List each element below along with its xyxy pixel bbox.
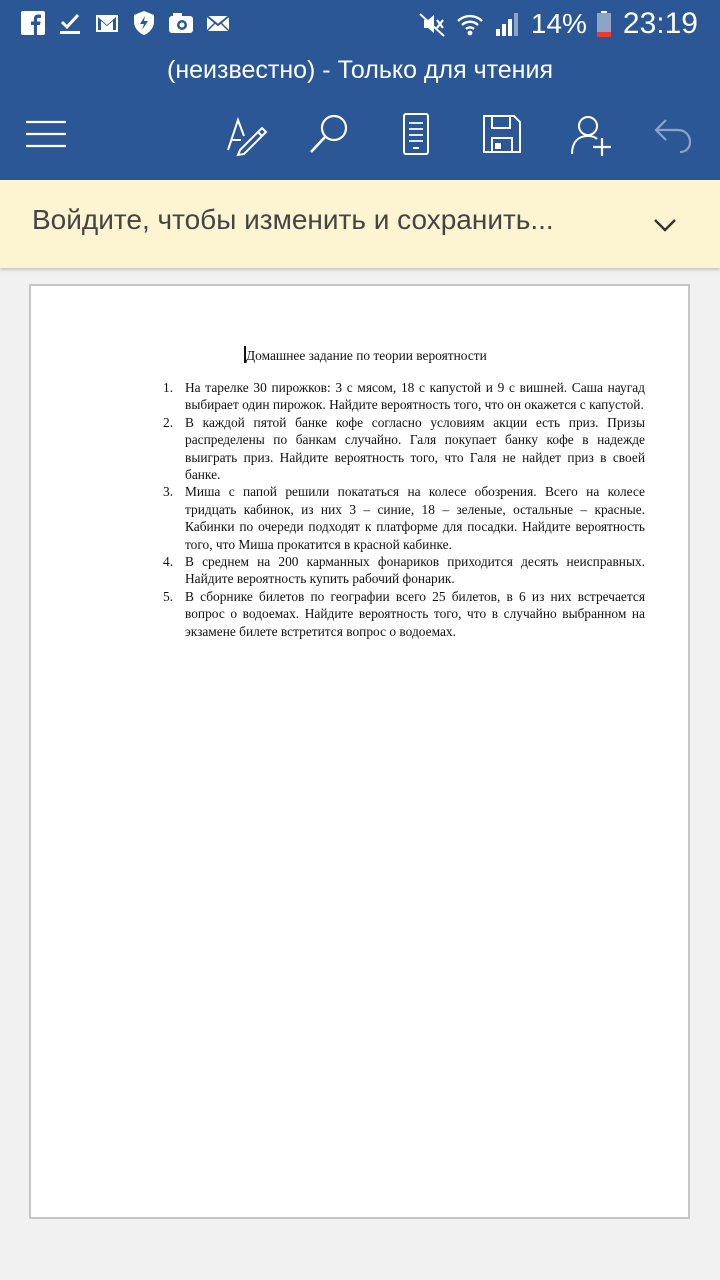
search-icon xyxy=(306,110,354,158)
chevron-down-icon[interactable] xyxy=(650,210,680,240)
sign-in-banner[interactable] xyxy=(0,180,720,268)
gmail-icon xyxy=(94,10,120,36)
mobile-view-button[interactable] xyxy=(392,110,440,158)
item-text: На тарелке 30 пирожков: 3 с мясом, 18 с капустой и 9 с вишней. Саша наугад выбирает один пирожок. Найдите вероятность того, что он окажется с капустой. xyxy=(185,380,645,413)
clock: 23:19 xyxy=(622,7,698,40)
mobile-view-icon xyxy=(392,110,440,158)
item-number: 4. xyxy=(163,554,174,570)
check-download-icon xyxy=(57,10,83,36)
shield-bolt-icon xyxy=(131,10,157,36)
camera-email-icon xyxy=(168,10,194,36)
list-item xyxy=(159,379,645,414)
wifi-icon xyxy=(455,10,485,38)
item-number: 2. xyxy=(163,414,174,430)
task-list xyxy=(159,379,645,640)
list-item xyxy=(159,483,645,553)
document-title: (неизвестно) - Только для чтения xyxy=(167,56,553,84)
status-bar xyxy=(0,0,720,48)
list-item xyxy=(159,414,645,484)
mute-icon xyxy=(417,10,447,38)
facebook-icon xyxy=(20,10,46,36)
undo-icon xyxy=(652,110,700,158)
system-status xyxy=(417,6,698,42)
share-person-icon xyxy=(566,110,614,158)
document-heading: Домашнее задание по теории вероятности xyxy=(246,348,487,363)
battery-percent: 14% xyxy=(530,8,587,39)
document-page[interactable] xyxy=(29,284,690,1219)
menu-icon xyxy=(22,110,70,158)
sign-in-message: Войдите, чтобы изменить и сохранить... xyxy=(32,204,554,235)
signal-icon xyxy=(493,10,523,38)
mail-icon xyxy=(205,10,231,36)
item-text: Миша с папой решили покататься на колесе обозрения. Всего на колесе тридцать кабинок, из них 3 – синие, 18 – зеленые, остальные – красные. Кабинки по очереди подходят к платформе для посадки. Найдите вероятность того, что Миша прокатится в красной кабинке. xyxy=(185,484,645,552)
list-item xyxy=(159,553,645,588)
item-text: В каждой пятой банке кофе согласно условиям акции есть приз. Призы распределены по банкам случайно. Галя покупает банку кофе в надежде выиграть приз. Найдите вероятность того, что Галя не найдет приз в своей банке. xyxy=(185,414,645,483)
battery-icon xyxy=(595,10,613,38)
edit-button[interactable] xyxy=(222,110,270,158)
item-text: В среднем на 200 карманных фонариков приходится десять неисправных. Найдите вероятность купить рабочий фонарик. xyxy=(185,554,645,587)
notification-icons xyxy=(20,10,231,36)
app-bar xyxy=(0,48,720,180)
item-number: 1. xyxy=(163,380,174,395)
share-button[interactable] xyxy=(566,110,614,158)
list-item xyxy=(159,588,645,640)
item-text: В сборнике билетов по географии всего 25 билетов, в 6 из них встречается вопрос о водоемах. Найдите вероятность того, что в случайно выбранном на экзамене билете встретится вопрос о водоемах. xyxy=(185,588,645,639)
search-button[interactable] xyxy=(306,110,354,158)
edit-pen-icon xyxy=(222,110,270,158)
menu-button[interactable] xyxy=(22,110,70,158)
save-button[interactable] xyxy=(478,110,526,158)
save-icon xyxy=(478,110,526,158)
item-number: 5. xyxy=(163,588,174,604)
item-number: 3. xyxy=(163,484,174,500)
undo-button[interactable] xyxy=(652,110,700,158)
